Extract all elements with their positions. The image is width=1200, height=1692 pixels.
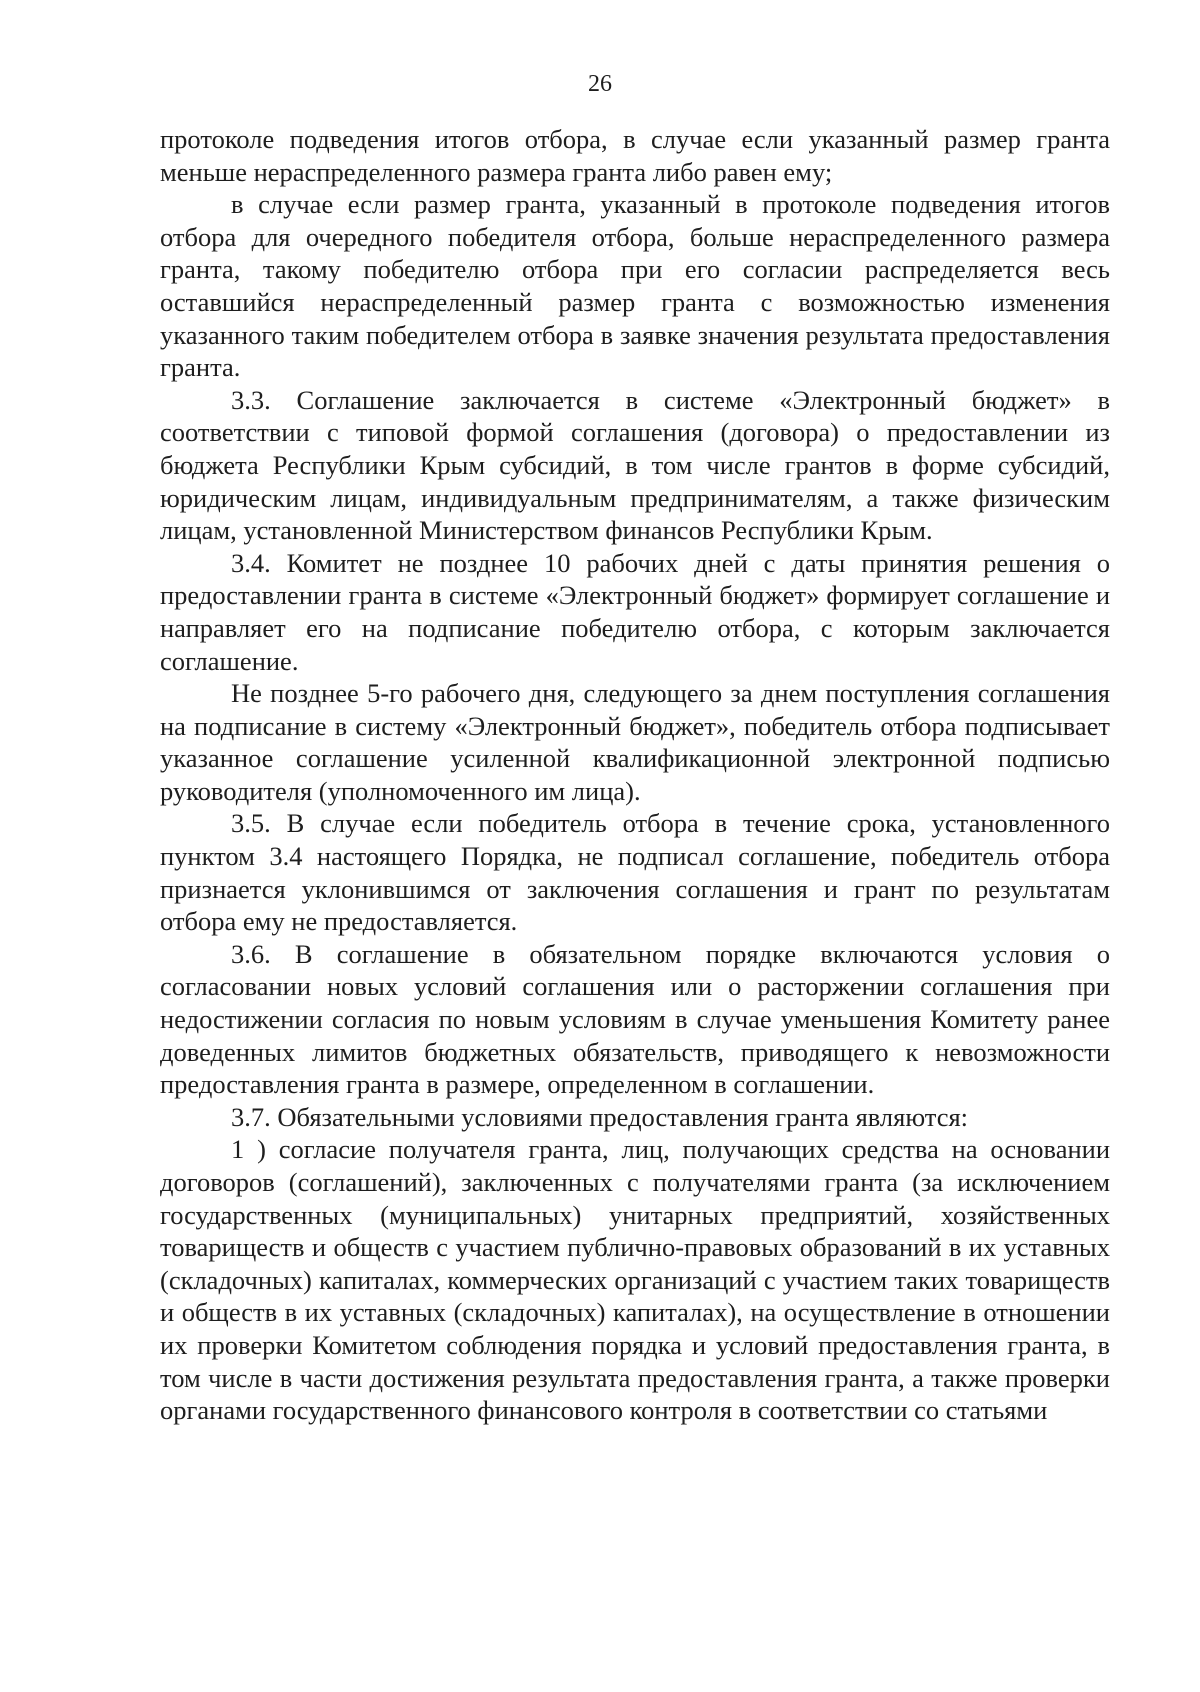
paragraph: 3.3. Соглашение заключается в системе «Электронный бюджет» в соответствии с типовой формой соглашения (договора) о предоставлении из бюджета Республики Крым субсидий, в том числе грантов в форме субсидий, юридическим лицам, индивидуальным предпринимателям, а также физическим лицам, установленной Министерством финансов Республики Крым.	[160, 384, 1110, 546]
paragraph: 1 ) согласие получателя гранта, лиц, получающих средства на основании договоров (соглашений), заключенных с получателями гранта (за исключением государственных (муниципальных) унитарных предприятий, хозяйственных товариществ и обществ с участием публично-правовых образований в их уставных (складочных) капиталах, коммерческих организаций с участием таких товариществ и обществ в их уставных (складочных) капиталах), на осуществление в отношении их проверки Комитетом соблюдения порядка и условий предоставления гранта, в том числе в части достижения результата предоставления гранта, а также проверки органами государственного финансового контроля в соответствии со статьями	[160, 1134, 1110, 1426]
paragraph: Не позднее 5-го рабочего дня, следующего за днем поступления соглашения на подписание в систему «Электронный бюджет», победитель отбора подписывает указанное соглашение усиленной квалификационной электронной подписью руководителя (уполномоченного им лица).	[160, 678, 1110, 806]
paragraph: 3.5. В случае если победитель отбора в течение срока, установленного пунктом 3.4 настоящего Порядка, не подписал соглашение, победитель отбора признается уклонившимся от заключения соглашения и грант по результатам отбора ему не предоставляется.	[160, 808, 1110, 937]
paragraph: протоколе подведения итогов отбора, в случае если указанный размер гранта меньше нераспределенного размера гранта либо равен ему;	[160, 124, 1110, 187]
document-body	[160, 123, 1110, 1427]
paragraph: в случае если размер гранта, указанный в протоколе подведения итогов отбора для очередного победителя отбора, больше нераспределенного размера гранта, такому победителю отбора при его согласии распределяется весь оставшийся нераспределенный размер гранта с возможностью изменения указанного таким победителем отбора в заявке значения результата предоставления гранта.	[160, 189, 1110, 383]
paragraph: 3.4. Комитет не позднее 10 рабочих дней с даты принятия решения о предоставлении гранта в системе «Электронный бюджет» формирует соглашение и направляет его на подписание победителю отбора, с которым заключается соглашение.	[160, 547, 1110, 676]
page-number: 26	[588, 71, 612, 97]
paragraph: 3.6. В соглашение в обязательном порядке включаются условия о согласовании новых условий соглашения или о расторжении соглашения при недостижении согласия по новым условиям в случае уменьшения Комитету ранее доведенных лимитов бюджетных обязательств, приводящего к невозможности предоставления гранта в размере, определенном в соглашении.	[160, 938, 1110, 1100]
paragraph: 3.7. Обязательными условиями предоставления гранта являются:	[231, 1101, 969, 1132]
